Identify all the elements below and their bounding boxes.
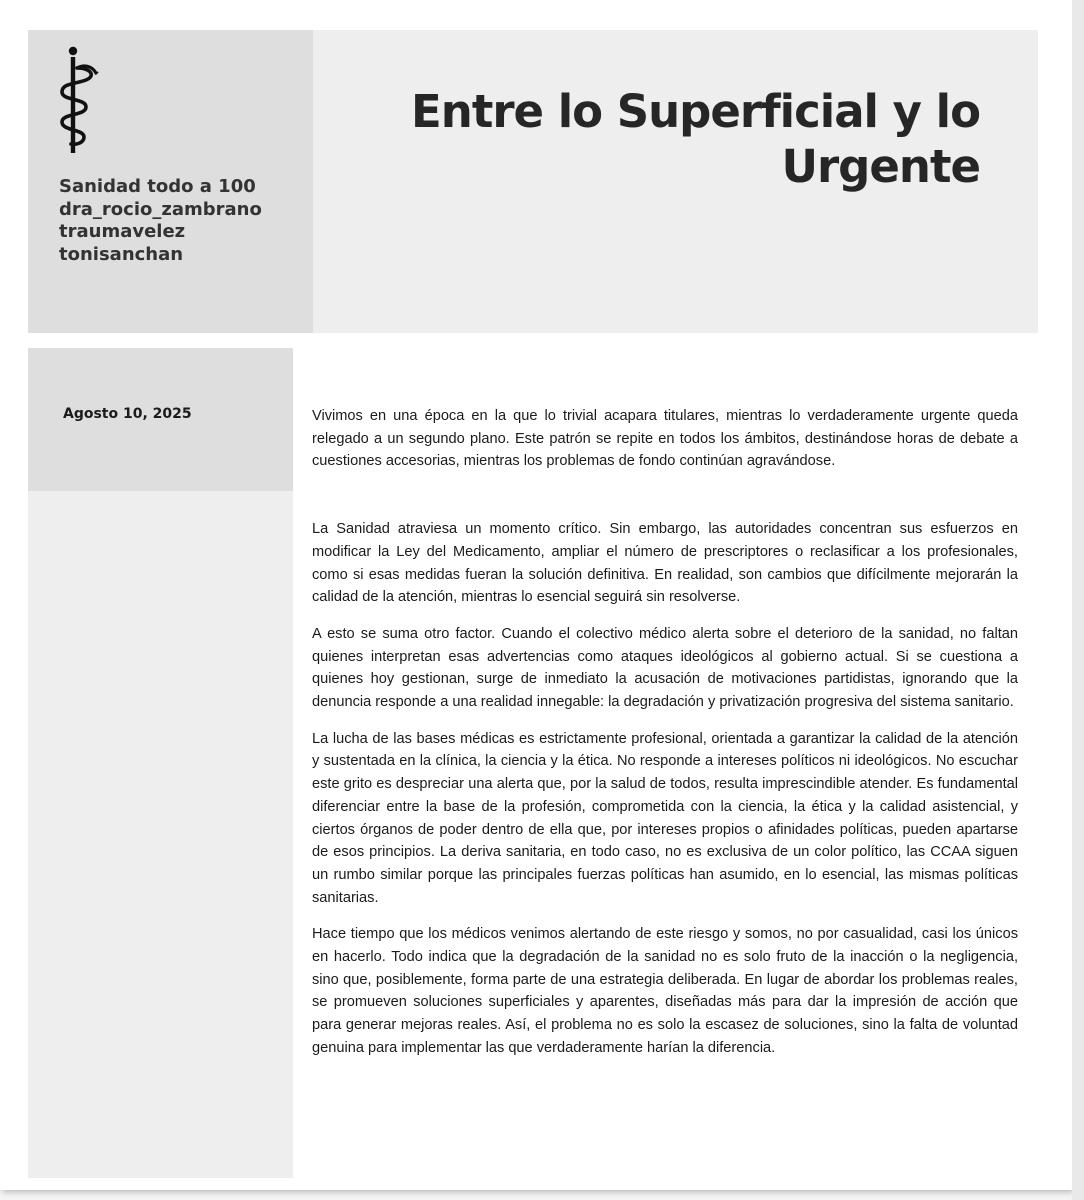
page-title: Entre lo Superficial y lo Urgente <box>411 85 980 193</box>
article-paragraph: A esto se suma otro factor. Cuando el colectivo médico alerta sobre el deterioro de la sanidad, no faltan quienes interpretan esas advertencias como ataques ideológicos al gobierno actual. Si se cuestiona a quienes hoy gestionan, surge de inmediato la acusación de motivaciones partidistas, ignorando que la denuncia responde a una realidad innegable: la degradación y privatización progresiva del sistema sanitario. <box>312 625 1018 711</box>
author-list <box>59 176 299 266</box>
article-paragraph: La Sanidad atraviesa un momento crítico. Sin embargo, las autoridades concentran sus esfuerzos en modificar la Ley del Medicamento, ampliar el número de prescriptores o reclasificar a los profesionales, como si esas medidas fueran la solución definitiva. En realidad, son cambios que difícilmente mejorarán la calidad de la atención, mientras lo esencial seguirá sin resolverse. <box>312 521 1018 606</box>
article-paragraph: La lucha de las bases médicas es estrictamente profesional, orientada a garantizar la calidad de la atención y sustentada en la clínica, la ciencia y la ética. No responde a intereses políticos ni ideológicos. No escuchar este grito es despreciar una alerta que, por la salud de todos, resulta imprescindible atender. Es fundamental diferenciar entre la base de la profesión, comprometida con la ciencia, la ética y la calidad asistencial, y ciertos órganos de poder dentro de ella que, por intereses propios o afinidades políticas, pueden apartarse de esos principios. La deriva sanitaria, en todo caso, no es exclusiva de un color político, las CCAA siguen un rumbo similar porque las principales fuerzas políticas han asumido, en lo esencial, las mismas políticas sanitarias. <box>312 730 1018 906</box>
author-line: dra_rocio_zambrano <box>59 198 262 220</box>
article-paragraph: Vivimos en una época en la que lo trivial acapara titulares, mientras lo verdaderamente urgente queda relegado a un segundo plano. Este patrón se repite en todos los ámbitos, destinándose horas de debate a cuestiones accesorias, mientras los problemas de fondo continúan agravándose. <box>312 408 1018 470</box>
article-paragraph: Hace tiempo que los médicos venimos alertando de este riesgo y somos, no por casualidad, casi los únicos en hacerlo. Todo indica que la degradación de la sanidad no es solo fruto de la inacción o la negligencia, sino que, posiblemente, forma parte de una estrategia deliberada. En lugar de abordar los problemas reales, se promueven soluciones superficiales y aparentes, diseñadas más para dar la impresión de acción que para generar mejoras reales. Así, el problema no es solo la escasez de soluciones, sino la falta de voluntad genuina para implementar las que verdaderamente harían la diferencia. <box>312 926 1018 1056</box>
rod-of-asclepius-icon <box>56 46 100 156</box>
viewer-scrollbar[interactable] <box>1072 0 1084 1200</box>
author-line: Sanidad todo a 100 <box>59 176 256 197</box>
publication-date: Agosto 10, 2025 <box>63 406 192 422</box>
author-line: tonisanchan <box>59 243 184 265</box>
author-line: traumavelez <box>59 221 186 242</box>
article-body <box>312 405 1018 1060</box>
